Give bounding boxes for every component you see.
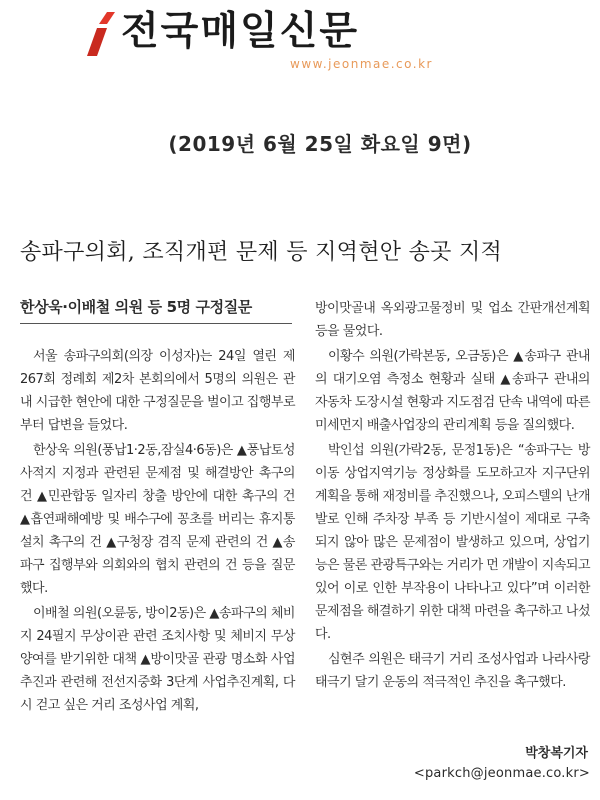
article-column-right [315, 297, 590, 694]
newspaper-url: www.jeonmae.co.kr [290, 57, 433, 71]
reporter-byline: 박창복기자 [525, 746, 588, 761]
reporter-email: <parkch@jeonmae.co.kr> [413, 766, 590, 781]
article-paragraph: 이배철 의원(오륜동, 방이2동)은 ▲송파구의 체비지 24필지 무상이관 관련 조치사항 및 체비지 무상 양여를 받기위한 대책 ▲방이맛골 관광 명소화 사업 추진과 관련해 전선지중화 3단계 사업추진계획, 다시 걷고 싶은 거리 조성사업 계획, [20, 606, 295, 713]
newspaper-title: 전국매일신문 [121, 9, 360, 54]
article-headline: 송파구의회, 조직개편 문제 등 지역현안 송곳 지적 [20, 240, 503, 265]
masthead [85, 6, 445, 72]
article-paragraph: 이황수 의원(가락본동, 오금동)은 ▲송파구 관내의 대기오염 측정소 현황과 실태 ▲송파구 관내의 자동차 도장시설 현황과 지도점검 단속 내역에 따른 미세먼지 배출사업장의 관리계획 등을 질의했다. [315, 349, 591, 433]
article-subhead: 한상욱·이배철 의원 등 5명 구정질문 [20, 298, 252, 316]
publication-dateline: (2019년 6월 25일 화요일 9면) [168, 132, 472, 156]
italic-i-logo-icon [85, 10, 117, 58]
article-paragraph: 서울 송파구의회(의장 이성자)는 24일 열린 제267회 정례회 제2차 본회의에서 5명의 의원은 관내 시급한 현안에 대한 구정질문을 벌이고 집행부로부터 답변을 들었다. [20, 349, 296, 433]
subhead-divider [20, 323, 292, 324]
article-paragraph: 박인섭 의원(가락2동, 문정1동)은 “송파구는 방이동 상업지역기능 정상화를 도모하고자 지구단위계획을 통해 재정비를 추진했으나, 오피스텔의 난개발로 인해 주차장 부족 등 기반시설이 제대로 구축되지 않아 많은 문제점이 발생하고 있으며, 상업기능은 물론 관광특구와는 거리가 먼 개발이 지속되고 있어 이로 인한 부작용이 나타나고 있다”며 이러한 문제점을 해결하기 위한 대책 마련을 촉구하고 나섰다. [315, 443, 591, 642]
article-subhead-block [20, 296, 292, 324]
article-paragraph: 한상욱 의원(풍납1·2동,잠실4·6동)은 ▲풍납토성사적지 지정과 관련된 문제점 및 해결방안 촉구의 건 ▲민관합동 일자리 창출 방안에 대한 촉구의 건 ▲흡연패해예방 및 배수구에 꽁초를 버리는 휴지통 설치 촉구의 건 ▲구청장 겸직 문제 관련의 건 ▲송파구 집행부와 의회와의 협치 관련의 건 등을 질문했다. [20, 443, 295, 596]
article-paragraph: 심현주 의원은 태극기 거리 조성사업과 나라사랑 태극기 달기 운동의 적극적인 추진을 촉구했다. [315, 652, 590, 690]
article-column-left [20, 345, 295, 717]
article-paragraph: 방이맛골내 옥외광고물정비 및 업소 간판개선계획 등을 물었다. [315, 301, 590, 339]
